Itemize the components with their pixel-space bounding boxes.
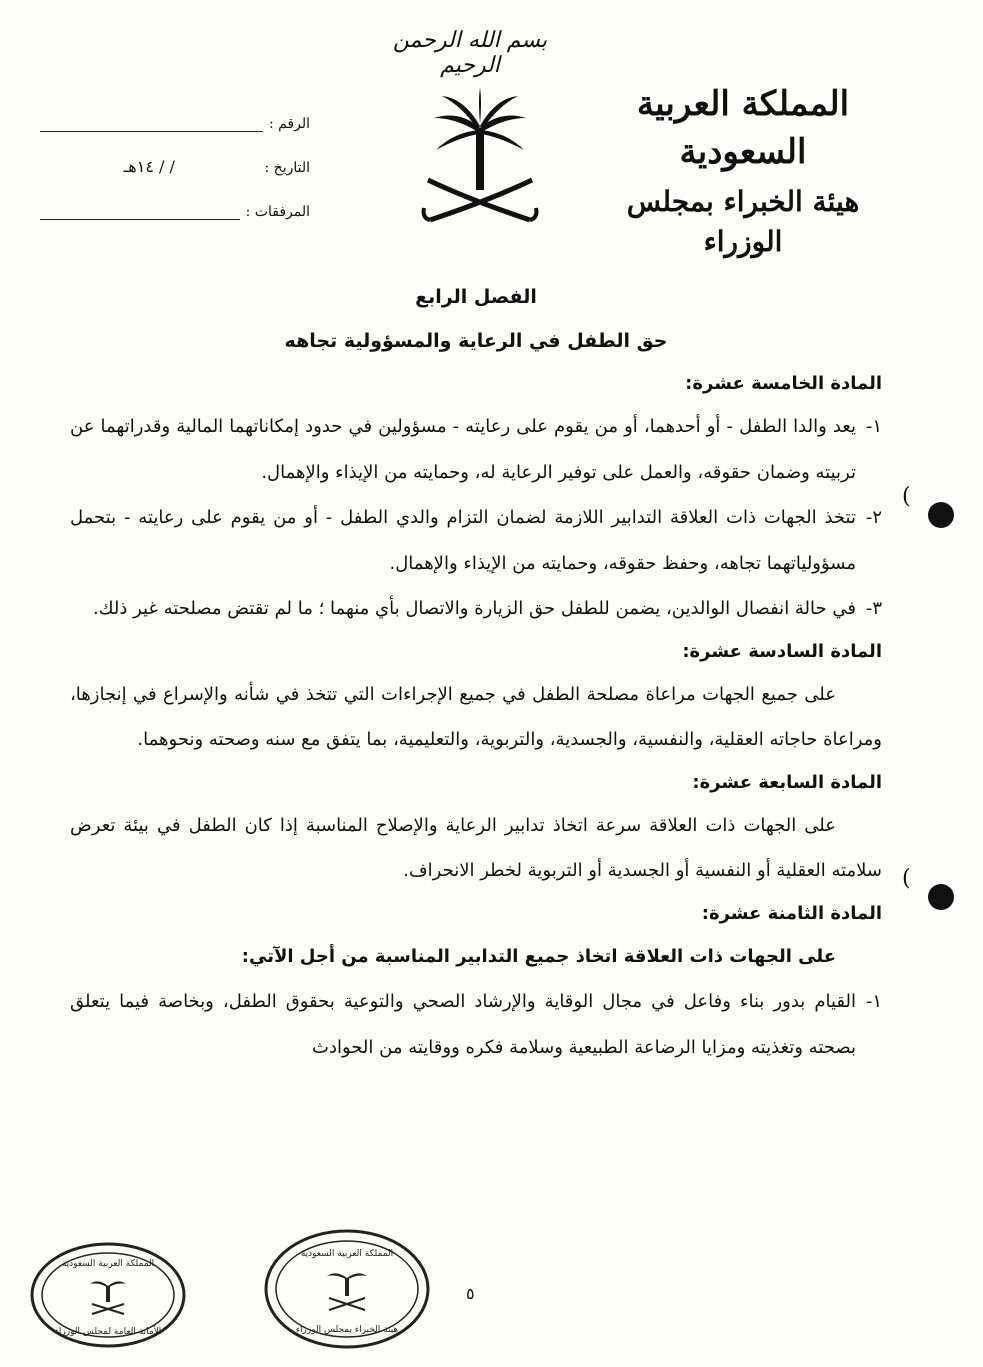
chapter-title: الفصل الرابع [415,286,537,308]
attachments-line [40,205,240,220]
seal-left-top-text: المملكة العربية السعودية [61,1259,155,1269]
page-number: ٥ [466,1284,475,1303]
org-name-line2: هيئة الخبراء بمجلس الوزراء [626,185,860,258]
seal-left-bottom-text: الأمانة العامة لمجلس الوزراء [54,1327,162,1337]
article-15-item-2 [70,495,882,586]
article-16-title: المادة السادسة عشرة: [682,640,882,662]
margin-bracket-mark: ( [902,866,911,891]
document-body [70,276,882,1070]
item-number: ١- [865,991,882,1012]
article-17-text: على الجهات ذات العلاقة سرعة اتخاذ تدابير الرعاية والإصلاح المناسبة إذا كان الطفل في بيئة تعرض سلامته العقلية أو النفسية أو الجسدية أو التربوية لخطر الانحراف. [70,814,882,881]
item-number: ١- [865,416,882,437]
article-15-item-3 [70,586,882,632]
seal-right-top-text: المملكة العربية السعودية [300,1249,394,1259]
seal-right-bottom-text: هيئة الخبراء بمجلس الوزراء [295,1325,399,1335]
org-name-line1: المملكة العربية السعودية [636,84,850,172]
reference-line [40,117,263,132]
item-text: يعد والدا الطفل - أو أحدهما، أو من يقوم على رعايته - مسؤولين في حدود إمكاناتهما المالية وقدراتهما عن تربيته وضمان حقوقه، والعمل على توفير الرعاية له، وحمايته من الإيذاء والإهمال. [70,416,856,483]
item-number: ٢- [865,507,882,528]
attachments-label: المرفقات : [245,204,310,220]
basmala: بسم الله الرحمن الرحيم [392,28,548,78]
chapter-subtitle: حق الطفل في الرعاية والمسؤولية تجاهه [284,330,668,352]
punch-hole-mark [928,502,954,528]
date-value: / / ١٤هـ [123,157,175,176]
article-18-intro: على الجهات ذات العلاقة اتخاذ جميع التدابير المناسبة من أجل الآتي: [241,945,836,967]
date-label: التاريخ : [264,160,310,176]
article-15-title: المادة الخامسة عشرة: [685,373,882,394]
palm-swords-emblem-icon [420,88,540,238]
article-18-item-1 [70,979,882,1070]
reference-label: الرقم : [268,116,310,132]
organization-header [583,80,903,262]
article-16-text: على جميع الجهات مراعاة مصلحة الطفل في جميع الإجراءات التي تتخذ في شأنه والإسراع في إنجازها، ومراعاة حاجاته العقلية، والنفسية، والجسدية، والتربوية، والتعليمية، بما يتفق مع سنه وصحته ونحوهما. [70,683,882,750]
item-text: القيام بدور بناء وفاعل في مجال الوقاية والإرشاد الصحي والتوعية بحقوق الطفل، وبخاصة فيما يتعلق بصحته وتغذيته ومزايا الرضاعة الطبيعية وسلامة فكره ووقايته من الحوادث [70,991,856,1058]
item-text: تتخذ الجهات ذات العلاقة التدابير اللازمة لضمان التزام والدي الطفل - أو من يقوم على رعايته - بتحمل مسؤولياتهما تجاهه، وحفظ حقوقه، وحمايته من الإيذاء والإهمال. [70,507,856,574]
item-text: في حالة انفصال الوالدين، يضمن للطفل حق الزيارة والاتصال بأي منهما ؛ ما لم تقتض مصلحته غير ذلك. [93,598,856,619]
item-number: ٣- [865,598,882,619]
seal-general-secretariat-stamp [28,1240,188,1350]
date-row [40,132,310,176]
seal-experts-commission-stamp [262,1226,432,1352]
punch-hole-mark [928,884,954,910]
article-15-item-1 [70,404,882,495]
margin-bracket-mark: ( [902,484,911,509]
attachments-row [40,176,310,220]
document-meta [40,88,310,220]
reference-row [40,88,310,132]
article-17-title: المادة السابعة عشرة: [692,771,882,793]
article-18-title: المادة الثامنة عشرة: [701,902,882,924]
